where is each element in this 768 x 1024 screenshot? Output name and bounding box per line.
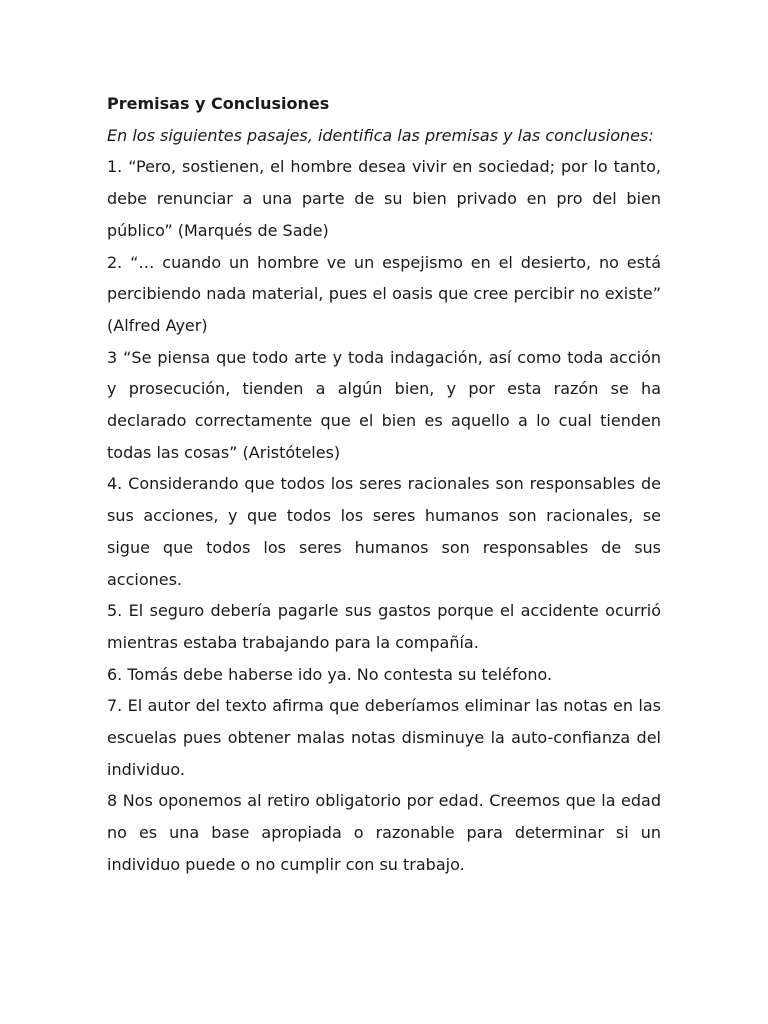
passage-item-3: 3 “Se piensa que todo arte y toda indagación, así como toda acción y prosecución, tienden a algún bien, y por esta razón se ha declarado correctamente que el bien es aquello a lo cual tienden todas las cosas” (Aristóteles) — [107, 347, 661, 462]
document-intro: En los siguientes pasajes, identifica las premisas y las conclusiones: — [107, 125, 654, 145]
passage-item-2: 2. “… cuando un hombre ve un espejismo en el desierto, no está percibiendo nada material, pues el oasis que cree percibir no existe” (Alfred Ayer) — [107, 252, 661, 335]
document-title: Premisas y Conclusiones — [107, 94, 330, 113]
passage-item-8: 8 Nos oponemos al retiro obligatorio por edad. Creemos que la edad no es una base apropiada o razonable para determinar si un individuo puede o no cumplir con su trabajo. — [107, 791, 661, 874]
passage-item-1: 1. “Pero, sostienen, el hombre desea vivir en sociedad; por lo tanto, debe renunciar a una parte de su bien privado en pro del bien público” (Marqués de Sade) — [107, 157, 661, 240]
passage-item-5: 5. El seguro debería pagarle sus gastos porque el accidente ocurrió mientras estaba trabajando para la compañía. — [107, 601, 661, 652]
passage-item-6: 6. Tomás debe haberse ido ya. No contesta su teléfono. — [107, 664, 553, 684]
document-page — [107, 88, 661, 881]
passage-item-7: 7. El autor del texto afirma que deberíamos eliminar las notas en las escuelas pues obtener malas notas disminuye la auto-confianza del individuo. — [107, 696, 661, 779]
passage-item-4: 4. Considerando que todos los seres racionales son responsables de sus acciones, y que todos los seres humanos son racionales, se sigue que todos los seres humanos son responsables de sus acciones. — [107, 474, 661, 589]
